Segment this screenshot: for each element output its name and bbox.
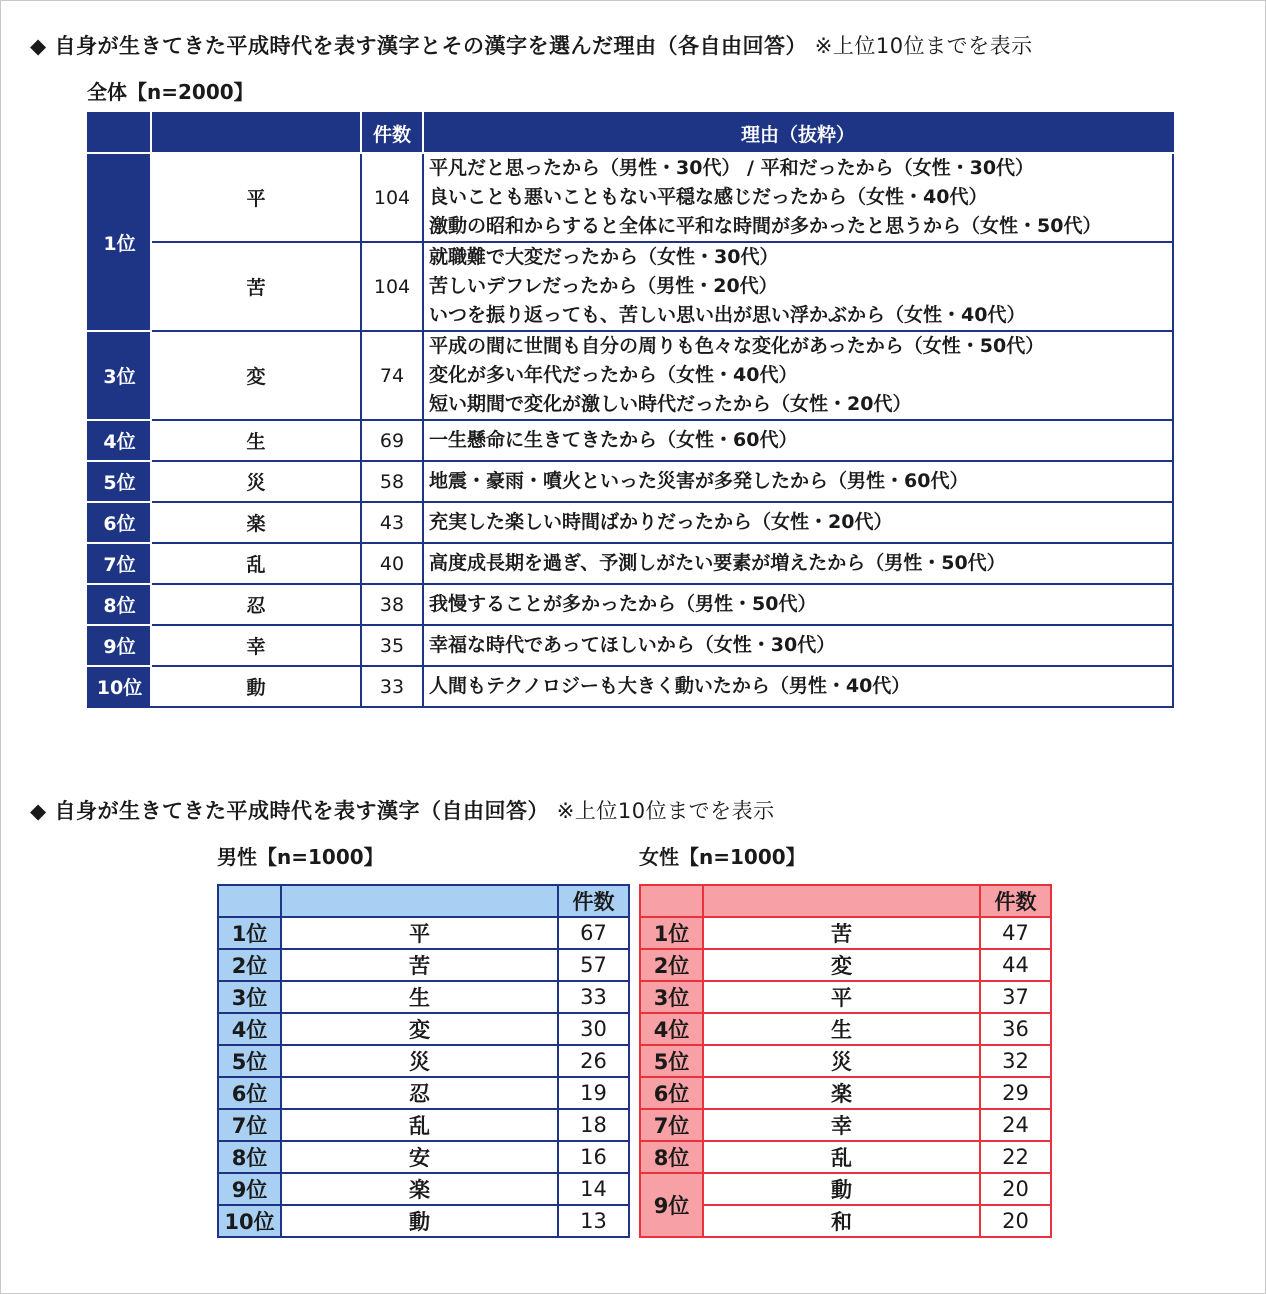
reason-line: 就職難で大変だったから（女性・30代） [429,246,779,268]
section1-title-text: ◆ 自身が生きてきた平成時代を表す漢字とその漢字を選んだ理由（各自由回答） [30,34,807,58]
count-cell: 36 [980,1013,1051,1045]
table-header-row [218,885,629,917]
rank-cell: 8位 [88,584,151,625]
reason-cell [423,543,1173,584]
count-cell: 104 [361,153,423,242]
reason-cell [423,502,1173,543]
count-cell: 18 [558,1109,629,1141]
count-cell: 19 [558,1077,629,1109]
reason-line: 良いことも悪いこともない平穏な感じだったから（女性・40代） [429,186,988,208]
rank-cell: 1位 [88,153,151,331]
table-row [640,1045,1051,1077]
table-row [88,543,1173,584]
kanji-cell: 災 [703,1045,980,1077]
kanji-cell: 忍 [151,584,361,625]
count-cell: 30 [558,1013,629,1045]
header-rank [88,113,151,153]
count-cell: 104 [361,242,423,331]
count-cell: 35 [361,625,423,666]
header-rank [640,885,703,917]
reason-line: 変化が多い年代だったから（女性・40代） [429,364,798,386]
rank-cell: 2位 [218,949,281,981]
count-cell: 20 [980,1173,1051,1205]
count-cell: 20 [980,1205,1051,1237]
table-row [88,461,1173,502]
count-cell: 16 [558,1141,629,1173]
rank-cell: 4位 [218,1013,281,1045]
table-row [218,949,629,981]
reason-line: 激動の昭和からすると全体に平和な時間が多かったと思うから（女性・50代） [429,215,1102,237]
rank-cell: 8位 [640,1141,703,1173]
kanji-cell: 動 [151,666,361,707]
reason-line: 苦しいデフレだったから（男性・20代） [429,275,778,297]
table-row [640,1173,1051,1205]
table-row [88,502,1173,543]
table-row [218,1141,629,1173]
table-row [88,242,1173,331]
rank-cell: 6位 [640,1077,703,1109]
rank-cell: 9位 [640,1173,703,1237]
rank-cell: 7位 [88,543,151,584]
count-cell: 74 [361,331,423,420]
rank-cell: 2位 [640,949,703,981]
table-row [88,625,1173,666]
count-cell: 67 [558,917,629,949]
table-row [218,917,629,949]
reason-line: 地震・豪雨・噴火といった災害が多発したから（男性・60代） [429,470,969,492]
table-row [640,917,1051,949]
kanji-cell: 変 [151,331,361,420]
table-row [640,1077,1051,1109]
rank-cell: 6位 [88,502,151,543]
kanji-cell: 安 [281,1141,558,1173]
reason-cell [423,625,1173,666]
reason-cell [423,420,1173,461]
reason-line: 幸福な時代であってほしいから（女性・30代） [429,634,836,656]
male-label: 男性【n=1000】 [217,845,384,869]
section2-title-text: ◆ 自身が生きてきた平成時代を表す漢字（自由回答） [30,799,549,823]
count-cell: 33 [558,981,629,1013]
count-cell: 13 [558,1205,629,1237]
reason-cell [423,666,1173,707]
header-kanji [703,885,980,917]
kanji-cell: 動 [703,1173,980,1205]
kanji-cell: 平 [281,917,558,949]
kanji-cell: 平 [703,981,980,1013]
rank-cell: 10位 [88,666,151,707]
kanji-cell: 苦 [151,242,361,331]
section1-note: ※上位10位までを表示 [814,34,1033,58]
kanji-cell: 変 [281,1013,558,1045]
table-row [218,1013,629,1045]
table-row [640,949,1051,981]
rank-cell: 4位 [640,1013,703,1045]
table-row [88,153,1173,242]
kanji-cell: 災 [151,461,361,502]
reason-line: 平凡だと思ったから（男性・30代） / 平和だったから（女性・30代） [429,157,1035,179]
header-count: 件数 [558,885,629,917]
count-cell: 37 [980,981,1051,1013]
reason-line: 人間もテクノロジーも大きく動いたから（男性・40代） [429,675,911,697]
rank-cell: 3位 [88,331,151,420]
kanji-cell: 動 [281,1205,558,1237]
count-cell: 57 [558,949,629,981]
table-row [88,584,1173,625]
rank-cell: 4位 [88,420,151,461]
kanji-cell: 幸 [151,625,361,666]
count-cell: 29 [980,1077,1051,1109]
rank-cell: 5位 [218,1045,281,1077]
kanji-cell: 生 [703,1013,980,1045]
reason-line: いつを振り返っても、苦しい思い出が思い浮かぶから（女性・40代） [429,304,1026,326]
reason-cell [423,461,1173,502]
table-row [218,1109,629,1141]
count-cell: 47 [980,917,1051,949]
count-cell: 24 [980,1109,1051,1141]
header-rank [218,885,281,917]
kanji-cell: 生 [281,981,558,1013]
kanji-cell: 生 [151,420,361,461]
rank-cell: 6位 [218,1077,281,1109]
reason-line: 我慢することが多かったから（男性・50代） [429,593,817,615]
table-row [640,981,1051,1013]
table-row [640,1109,1051,1141]
overall-label: 全体【n=2000】 [87,80,254,104]
header-kanji [151,113,361,153]
count-cell: 22 [980,1141,1051,1173]
header-reason: 理由（抜粋） [423,113,1173,153]
count-cell: 58 [361,461,423,502]
rank-cell: 8位 [218,1141,281,1173]
kanji-cell: 乱 [151,543,361,584]
table-header-row [640,885,1051,917]
reason-cell [423,242,1173,331]
reason-line: 平成の間に世間も自分の周りも色々な変化があったから（女性・50代） [429,335,1045,357]
kanji-cell: 乱 [703,1141,980,1173]
table-row [218,1205,629,1237]
rank-cell: 5位 [88,461,151,502]
reason-line: 充実した楽しい時間ばかりだったから（女性・20代） [429,511,893,533]
table-header-row [88,113,1173,153]
table-row [88,666,1173,707]
section2-title [30,795,775,825]
table-row [218,981,629,1013]
reason-line: 短い期間で変化が激しい時代だったから（女性・20代） [429,393,912,415]
rank-cell: 5位 [640,1045,703,1077]
kanji-cell: 楽 [703,1077,980,1109]
count-cell: 33 [361,666,423,707]
section2-note: ※上位10位までを表示 [556,799,775,823]
male-ranking-table [217,884,630,1238]
table-row [218,1077,629,1109]
reason-cell [423,153,1173,242]
kanji-cell: 災 [281,1045,558,1077]
kanji-cell: 乱 [281,1109,558,1141]
count-cell: 69 [361,420,423,461]
table-row [640,1013,1051,1045]
table-row [218,1173,629,1205]
kanji-cell: 和 [703,1205,980,1237]
kanji-cell: 平 [151,153,361,242]
table-row [88,331,1173,420]
rank-cell: 3位 [218,981,281,1013]
count-cell: 26 [558,1045,629,1077]
kanji-cell: 苦 [281,949,558,981]
rank-cell: 1位 [640,917,703,949]
header-count: 件数 [361,113,423,153]
reason-line: 一生懸命に生きてきたから（女性・60代） [429,429,798,451]
kanji-cell: 忍 [281,1077,558,1109]
kanji-cell: 楽 [281,1173,558,1205]
rank-cell: 9位 [218,1173,281,1205]
count-cell: 40 [361,543,423,584]
reason-line: 高度成長期を過ぎ、予測しがたい要素が増えたから（男性・50代） [429,552,1006,574]
count-cell: 14 [558,1173,629,1205]
kanji-cell: 変 [703,949,980,981]
female-label: 女性【n=1000】 [639,845,806,869]
overall-ranking-table [87,112,1174,708]
count-cell: 38 [361,584,423,625]
header-count: 件数 [980,885,1051,917]
count-cell: 32 [980,1045,1051,1077]
rank-cell: 9位 [88,625,151,666]
header-kanji [281,885,558,917]
section1-title [30,30,1033,60]
kanji-cell: 幸 [703,1109,980,1141]
count-cell: 44 [980,949,1051,981]
rank-cell: 10位 [218,1205,281,1237]
count-cell: 43 [361,502,423,543]
rank-cell: 7位 [218,1109,281,1141]
rank-cell: 3位 [640,981,703,1013]
kanji-cell: 楽 [151,502,361,543]
table-row [218,1045,629,1077]
table-row [88,420,1173,461]
rank-cell: 7位 [640,1109,703,1141]
kanji-cell: 苦 [703,917,980,949]
rank-cell: 1位 [218,917,281,949]
table-row [640,1141,1051,1173]
reason-cell [423,331,1173,420]
reason-cell [423,584,1173,625]
female-ranking-table [639,884,1052,1238]
